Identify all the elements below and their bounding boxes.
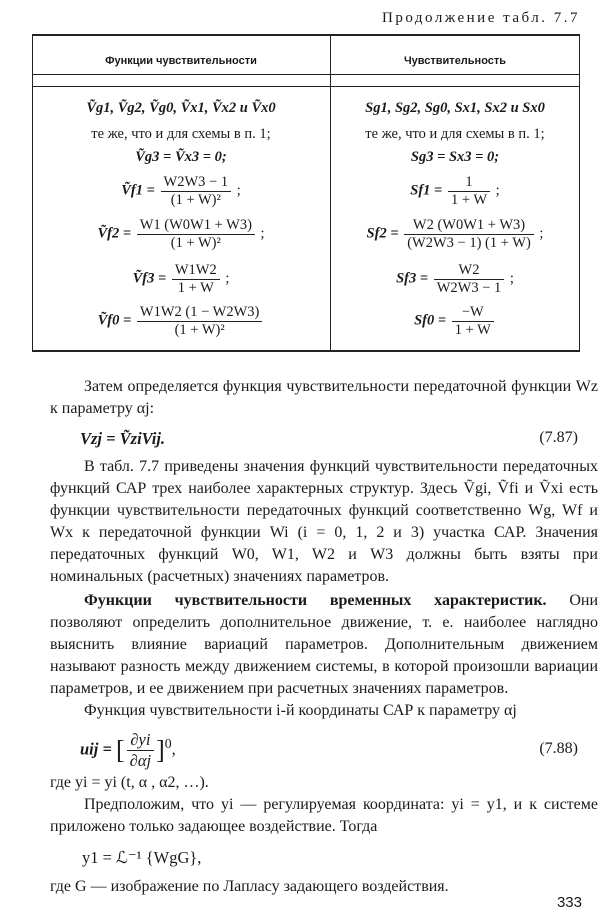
right-row-sg3: Sg3 = Sx3 = 0; [410, 149, 500, 165]
vf0-denominator: (1 + W)² [174, 321, 225, 338]
page-number: 333 [556, 894, 582, 911]
left-bracket: [ [116, 735, 125, 765]
sf0-lhs: Sf0 = [414, 312, 447, 329]
sf1-numerator: 1 [448, 174, 490, 192]
paragraph-coordinate-function: Функция чувствительности i-й координаты САР к параметру αj [84, 702, 517, 719]
vf2-end: ; [260, 225, 265, 242]
vf3-denominator: 1 + W [177, 279, 214, 296]
paragraph-time-characteristics [50, 590, 598, 700]
left-row-vf1 [32, 174, 330, 208]
sf3-fraction [434, 262, 505, 296]
equation-7-87 [80, 429, 165, 449]
right-bracket: ] [156, 735, 165, 765]
paragraph-intro: Затем определяется функция чувствительности передаточной функции Wz к параметру αj: [50, 378, 598, 417]
vf3-numerator: W1W2 [172, 262, 220, 280]
table-top-rule [32, 34, 580, 36]
paragraph-table-description: В табл. 7.7 приведены значения функций чувствительности передаточных функций САР трех наиболее характерных структур. Здесь Ṽgi, Ṽfi и Ṽxi есть функции чувствительности передаточных функций соответственно Wg, Wf и Wx к передаточной функции Wi (i = 0, 1, 2 и 3) участка САР. Значения передаточных функций W0, W1, W2 и W3 должны быть взяты при номинальных (расчетных) значениях параметров. [50, 458, 598, 585]
left-row-vf3 [32, 262, 330, 296]
vf2-lhs: Ṽf2 = [97, 225, 132, 242]
sf0-denominator: 1 + W [454, 321, 491, 338]
running-header: Продолжение табл. 7.7 [382, 10, 580, 26]
right-column-cell [330, 94, 580, 349]
sf2-denominator: (W2W3 − 1) (1 + W) [407, 234, 531, 251]
sf1-end: ; [495, 182, 500, 199]
column-header-sensitivity: Чувствительность [403, 55, 507, 67]
vf2-fraction [137, 217, 255, 251]
left-row-vf0 [32, 304, 330, 338]
right-row-sf1 [330, 174, 580, 208]
paragraph-assumption: Предположим, что yi — регулируемая координата: yi = y1, и к системе приложено только задающее воздействие. Тогда [50, 796, 598, 835]
sf2-end: ; [539, 225, 544, 242]
left-row-vg3: Ṽg3 = Ṽx3 = 0; [135, 149, 227, 165]
equation-7-88: uij = [ $\frac{\partial yi}{\partial\alpha j}$ ]$^0$, [80, 730, 176, 770]
left-row-vf2 [32, 217, 330, 251]
vf2-denominator: (1 + W)² [170, 234, 221, 251]
sf3-denominator: W2W3 − 1 [436, 279, 502, 296]
vf3-lhs: Ṽf3 = [132, 270, 167, 287]
right-row-sf2 [330, 217, 580, 251]
vf0-lhs: Ṽf0 = [97, 312, 132, 329]
equation-7-88-denominator: ∂αj [129, 751, 152, 770]
paragraph-laplace-image: где G — изображение по Лапласу задающего воздействия. [50, 878, 449, 895]
sf2-numerator: W2 (W0W1 + W3) [404, 217, 534, 235]
equation-7-88-superscript: 0 [164, 735, 172, 751]
sf3-end: ; [509, 270, 514, 287]
left-column-cell [32, 94, 330, 349]
vf2-numerator: W1 (W0W1 + W3) [137, 217, 255, 235]
left-row-functions-list: Ṽg1, Ṽg2, Ṽg0, Ṽx1, Ṽx2 и Ṽx0 [86, 100, 276, 116]
sf1-denominator: 1 + W [450, 191, 488, 208]
equation-7-88-numerator: ∂yi [127, 730, 154, 751]
table-body-rule [32, 86, 580, 87]
column-header-functions: Функции чувствительности [105, 55, 257, 67]
vf1-lhs: Ṽf1 = [121, 182, 155, 199]
paragraph-time-characteristics-text: Они позволяют определить дополнительное движение, т. е. наиболее наглядно выяснить влияние вариаций параметров. Дополнительным движением называют разность между движением системы, в которой произошли вариации параметров, и ее движением при расчетных значениях параметров. [50, 592, 599, 697]
right-row-same-as: те же, что и для схемы в п. 1; [365, 126, 545, 142]
paragraph-where-y: где yi = yi (t, α , α2, …). [50, 774, 209, 791]
vf3-end: ; [225, 270, 230, 287]
right-row-sensitivities-list: Sg1, Sg2, Sg0, Sx1, Sx2 и Sx0 [365, 100, 545, 116]
sf0-numerator: −W [452, 304, 494, 322]
equation-number-7-87: (7.87) [539, 429, 578, 446]
vf0-fraction [137, 304, 262, 338]
sf3-lhs: Sf3 = [396, 270, 429, 287]
vf3-fraction [172, 262, 220, 296]
sf3-numerator: W2 [434, 262, 505, 280]
sf1-lhs: Sf1 = [410, 182, 443, 199]
equation-laplace: y1 = ℒ⁻¹ {WgG}, [82, 848, 202, 867]
vf1-numerator: W2W3 − 1 [161, 174, 232, 192]
sf0-fraction [452, 304, 494, 338]
right-row-sf3 [330, 262, 580, 296]
section-heading-time-characteristics: Функции чувствительности временных характеристик. [84, 592, 547, 609]
equation-7-88-lhs: uij = [80, 739, 112, 759]
table-bottom-rule [32, 350, 580, 352]
sensitivity-table [32, 34, 580, 352]
equation-7-88-fraction [127, 730, 154, 771]
equation-7-87-body: Vzj = ṼziVij. [80, 429, 166, 448]
vf1-denominator: (1 + W)² [170, 191, 221, 208]
sf2-fraction [404, 217, 534, 251]
equation-number-7-88: (7.88) [539, 740, 578, 757]
left-row-same-as: те же, что и для схемы в п. 1; [91, 126, 271, 142]
vf0-numerator: W1W2 (1 − W2W3) [137, 304, 262, 322]
vf1-fraction [161, 174, 232, 208]
table-header-rule [32, 74, 580, 75]
sf2-lhs: Sf2 = [366, 225, 399, 242]
vf1-end: ; [236, 182, 241, 199]
right-row-sf0 [330, 304, 580, 338]
sf1-fraction [448, 174, 490, 208]
